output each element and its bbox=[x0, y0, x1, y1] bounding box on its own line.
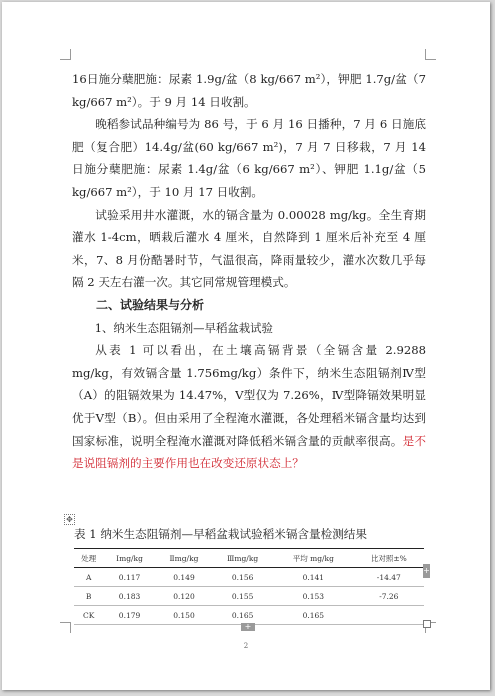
paragraph-late-rice[interactable]: 晚稻参试品种编号为 86 号，于 6 月 16 日播种，7 月 6 日施底肥（复合肥）14.4g/盆(60 kg/667 m²)，7 月 7 日移栽，7 月 14 日施分蘖肥施：尿素 1.4g/盆（6 kg/667 m²）、钾肥 1.1g/盆（5 kg/667 m²），于 10 月 17 日收割。 bbox=[72, 117, 426, 199]
table-cell[interactable] bbox=[354, 606, 424, 625]
page-number: 2 bbox=[243, 642, 249, 650]
crop-mark-top-right bbox=[425, 49, 436, 60]
table-row bbox=[74, 587, 424, 606]
header-cell[interactable]: 比对照±% bbox=[354, 549, 424, 568]
table-cell[interactable]: 0.156 bbox=[212, 568, 273, 587]
table-resize-handle-icon[interactable] bbox=[423, 620, 431, 628]
table-cell[interactable]: B bbox=[74, 587, 103, 606]
review-comment-text[interactable]: 是不是说阻镉剂的主要作用也在改变还原状态上？ bbox=[72, 433, 426, 471]
header-cell[interactable]: Ⅲmg/kg bbox=[212, 549, 273, 568]
paragraph-irrigation[interactable]: 试验采用井水灌溉，水的镉含量为 0.00028 mg/kg。全生育期灌水 1-4cm，晒栽后灌水 4 厘米，自然降到 1 厘米后补充至 4 厘米，7、8 月份酷暑时节，气温很高，降雨量较少，灌水次数几乎每隔 2 天左右灌一次。其它同常规管理模式。 bbox=[72, 207, 426, 290]
paragraph-continued[interactable]: 16日施分蘖肥施：尿素 1.9g/盆（8 kg/667 m²），钾肥 1.7g/盆（7 kg/667 m²）。于 9 月 14 日收割。 bbox=[72, 72, 426, 109]
table-cell[interactable]: 0.179 bbox=[103, 606, 155, 625]
table-cell[interactable]: 0.120 bbox=[156, 587, 213, 606]
add-column-button[interactable]: + bbox=[423, 564, 430, 578]
table-cell[interactable]: 0.153 bbox=[273, 587, 354, 606]
table-caption[interactable]: 表 1 纳米生态阻镉剂—早稻盆栽试验稻米镉含量检测结果 bbox=[74, 527, 367, 541]
table-cell[interactable]: -14.47 bbox=[354, 568, 424, 587]
header-cell[interactable]: Ⅱmg/kg bbox=[156, 549, 213, 568]
cadmium-results-table[interactable] bbox=[74, 548, 424, 625]
table-cell[interactable]: 0.117 bbox=[103, 568, 155, 587]
document-page bbox=[2, 2, 490, 690]
table-cell[interactable]: A bbox=[74, 568, 103, 587]
table-cell[interactable]: 0.183 bbox=[103, 587, 155, 606]
add-row-button[interactable]: + bbox=[241, 623, 255, 631]
table-cell[interactable]: -7.26 bbox=[354, 587, 424, 606]
crop-mark-top-left bbox=[60, 49, 71, 60]
header-cell[interactable]: Ⅰmg/kg bbox=[103, 549, 155, 568]
table-cell[interactable]: CK bbox=[74, 606, 103, 625]
table-cell[interactable]: 0.149 bbox=[156, 568, 213, 587]
header-cell[interactable]: 平均 mg/kg bbox=[273, 549, 354, 568]
document-body[interactable] bbox=[72, 68, 426, 475]
results-text[interactable]: 从表 1 可以看出，在土壤高镉背景（全镉含量 2.9288 mg/kg，有效镉含量 1.756mg/kg）条件下，纳米生态阻镉剂Ⅳ型（A）的阻镉效果为 14.47%，Ⅴ型仅为 7.26%，Ⅳ型降镉效果明显优于Ⅴ型（B）。但由采用了全程淹水灌溉，各处理稻米镉含量均达到国家标准，说明全程淹水灌溉对降低稻米镉含量的贡献率很高。 bbox=[72, 343, 426, 448]
sub-heading[interactable]: 1、纳米生态阻镉剂—早稻盆栽试验 bbox=[94, 320, 273, 335]
table-move-handle-icon[interactable]: ✥ bbox=[64, 514, 75, 525]
table-cell[interactable]: 0.150 bbox=[156, 606, 213, 625]
crop-mark-bottom-left bbox=[60, 622, 71, 633]
paragraph-results[interactable] bbox=[72, 339, 426, 475]
header-cell[interactable]: 处理 bbox=[74, 549, 103, 568]
table-cell[interactable]: 0.165 bbox=[273, 606, 354, 625]
section-heading[interactable]: 二、试验结果与分析 bbox=[96, 297, 205, 312]
table-cell[interactable]: 0.155 bbox=[212, 587, 273, 606]
table-cell[interactable]: 0.141 bbox=[273, 568, 354, 587]
table-cell[interactable]: 0.165 bbox=[212, 606, 273, 625]
table-header-row bbox=[74, 549, 424, 568]
table-row bbox=[74, 568, 424, 587]
